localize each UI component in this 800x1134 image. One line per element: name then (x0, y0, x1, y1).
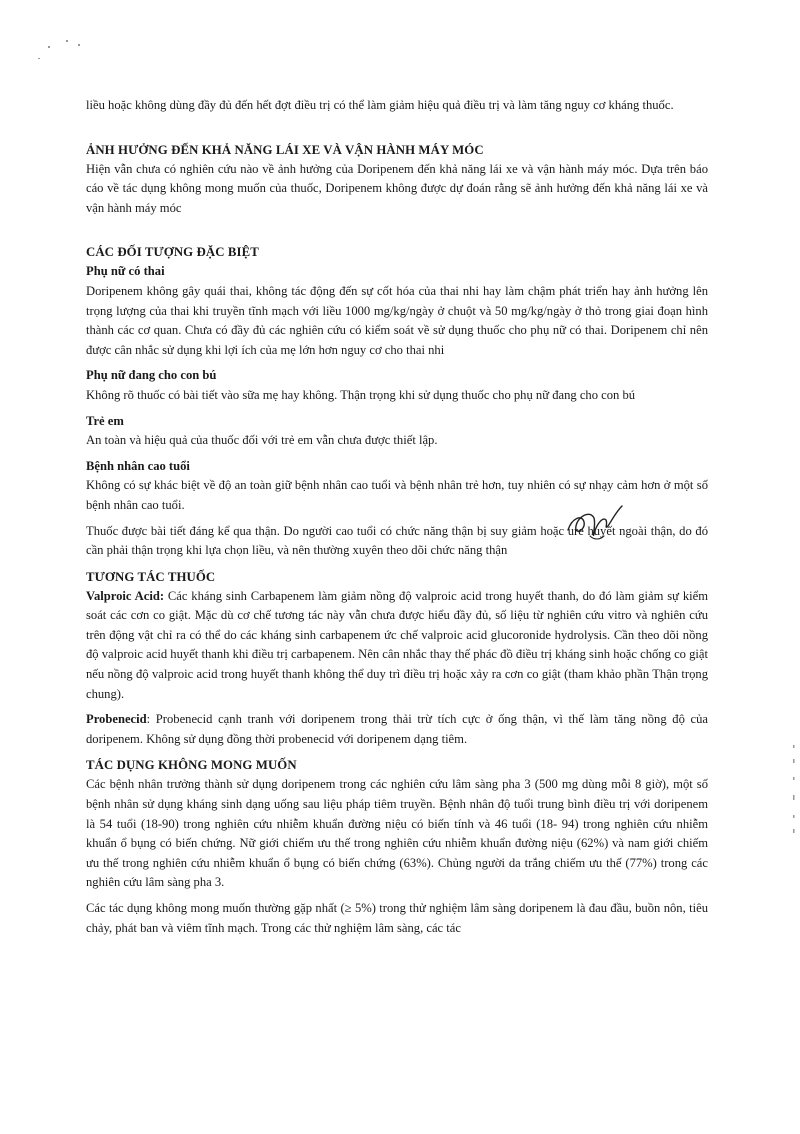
children-text: An toàn và hiệu quả của thuốc đối với trẻ em vẫn chưa được thiết lập. (86, 433, 438, 448)
probenecid-label: Probenecid (86, 712, 147, 727)
children-title: Trẻ em (86, 413, 124, 428)
pregnant-title: Phụ nữ có thai (86, 264, 165, 279)
adverse-heading: TÁC DỤNG KHÔNG MONG MUỐN (86, 758, 297, 773)
adverse-text-1: Các bệnh nhân trưởng thành sử dụng doripenem trong các nghiên cứu lâm sàng pha 3 (500 mg dùng mỗi 8 giờ), một số bệnh nhân sử dụng kháng sinh dạng uống sau liệu pháp tiêm truyền. Bệnh nhân độ tuổi trung bình điều trị với doripenem là 54 tuổi (18-90) trong nghiên cứu nhiễm khuẩn đường niệu có biến tính và 46 tuổi (18- 94) trong nghiên cứu nhiễm khuẩn ổ bụng có biến chứng. Nữ giới chiếm ưu thế trong nghiên cứu nhiễm khuẩn đường niệu (62%) và nam giới chiếm ưu thế trong nghiên cứu nhiễm khuẩn ổ bụng có biến chứng (63%). Chủng người da trắng chiếm ưu thế (77%) trong các nghiên cứu lâm sàng pha 3. (86, 777, 708, 890)
scan-edge-marks (792, 745, 796, 835)
valproic-text: Các kháng sinh Carbapenem làm giảm nồng độ valproic acid trong huyết thanh, do đó làm giảm sự kiểm soát các cơn co giật. Mặc dù cơ chế tương tác này vẫn chưa được hiểu đầy đủ, số liệu từ nghiên cứu vitro và nghiên cứu trên động vật chỉ ra có thể do các kháng sinh carbapenem ức chế valproic acid glucoronide hydrolysis. Cần theo dõi nồng độ valproic acid huyết thanh khi điều trị carbapenem. Nên cân nhắc thay thế phác đồ điều trị kháng sinh hoặc chống co giật nếu nồng độ valproic acid trong huyết thanh không thể duy trì điều trị hoặc xảy ra cơn co giật (tham khảo phần Thận trọng chung). (86, 588, 709, 701)
probenecid-text: : Probenecid cạnh tranh với doripenem trong thải trừ tích cực ở ống thận, vì thế làm tăng nồng độ của doripenem. Không sử dụng đồng thời probenecid với doripenem dạng tiêm. (86, 712, 708, 746)
intro-paragraph: liều hoặc không dùng đầy đủ đến hết đợt điều trị có thể làm giảm hiệu quả điều trị và làm tăng nguy cơ kháng thuốc. (86, 98, 674, 112)
scan-speck (38, 58, 40, 59)
handwritten-initials-icon (560, 496, 630, 546)
adverse-text-2: Các tác dụng không mong muốn thường gặp nhất (≥ 5%) trong thử nghiệm lâm sàng doripenem là đau đầu, buồn nôn, tiêu chảy, phát ban và viêm tĩnh mạch. Trong các thử nghiệm lâm sàng, các tác (86, 901, 708, 935)
scan-speck (48, 46, 50, 48)
valproic-paragraph (86, 587, 708, 705)
driving-heading: ẢNH HƯỞNG ĐẾN KHẢ NĂNG LÁI XE VÀ VẬN HÀNH MÁY MÓC (86, 142, 484, 157)
elderly-text-1: Không có sự khác biệt về độ an toàn giữ bệnh nhân cao tuổi và bệnh nhân trẻ hơn, tuy nhiên có sự nhạy cảm hơn ở một số bệnh nhân cao tuổi. (86, 478, 708, 512)
special-groups-heading: CÁC ĐỐI TƯỢNG ĐẶC BIỆT (86, 245, 259, 260)
elderly-text-2: Thuốc được bài tiết đáng kể qua thận. Do người cao tuổi có chức năng thận bị suy giảm hoặc ure huyết ngoài thận, do đó cần phải thận trọng khi lựa chọn liều, và nên thường xuyên theo dõi chức năng thận (86, 523, 708, 558)
pregnant-text: Doripenem không gây quái thai, không tác động đến sự cốt hóa của thai nhi hay làm chậm phát triển hay ảnh hưởng lên trọng lượng của thai khi truyền tĩnh mạch với liều 1000 mg/kg/ngày ở chuột và 50 mg/kg/ngày ở thỏ trong giai đoạn hình thành các cơ quan. Chưa có đầy đủ các nghiên cứu có kiểm soát về sử dụng thuốc cho phụ nữ có thai. Doripenem chỉ nên được cân nhắc sử dụng khi lợi ích của mẹ lớn hơn nguy cơ cho thai nhi (86, 283, 708, 357)
breastfeeding-text: Không rõ thuốc có bài tiết vào sữa mẹ hay không. Thận trọng khi sử dụng thuốc cho phụ nữ đang cho con bú (86, 387, 636, 402)
scan-speck (66, 40, 68, 42)
breastfeeding-title: Phụ nữ đang cho con bú (86, 368, 217, 383)
probenecid-paragraph (86, 710, 708, 749)
scan-speck (78, 44, 80, 46)
interactions-heading: TƯƠNG TÁC THUỐC (86, 569, 216, 584)
valproic-label: Valproic Acid: (86, 588, 165, 603)
driving-text: Hiện vẫn chưa có nghiên cứu nào về ảnh hưởng của Doripenem đến khả năng lái xe và vận hành máy móc. Dựa trên báo cáo về tác dụng không mong muốn của thuốc, Doripenem không được dự đoán rằng sẽ ảnh hưởng đến khả năng lái xe và vận hành máy móc (86, 161, 708, 215)
elderly-title: Bệnh nhân cao tuổi (86, 458, 190, 473)
